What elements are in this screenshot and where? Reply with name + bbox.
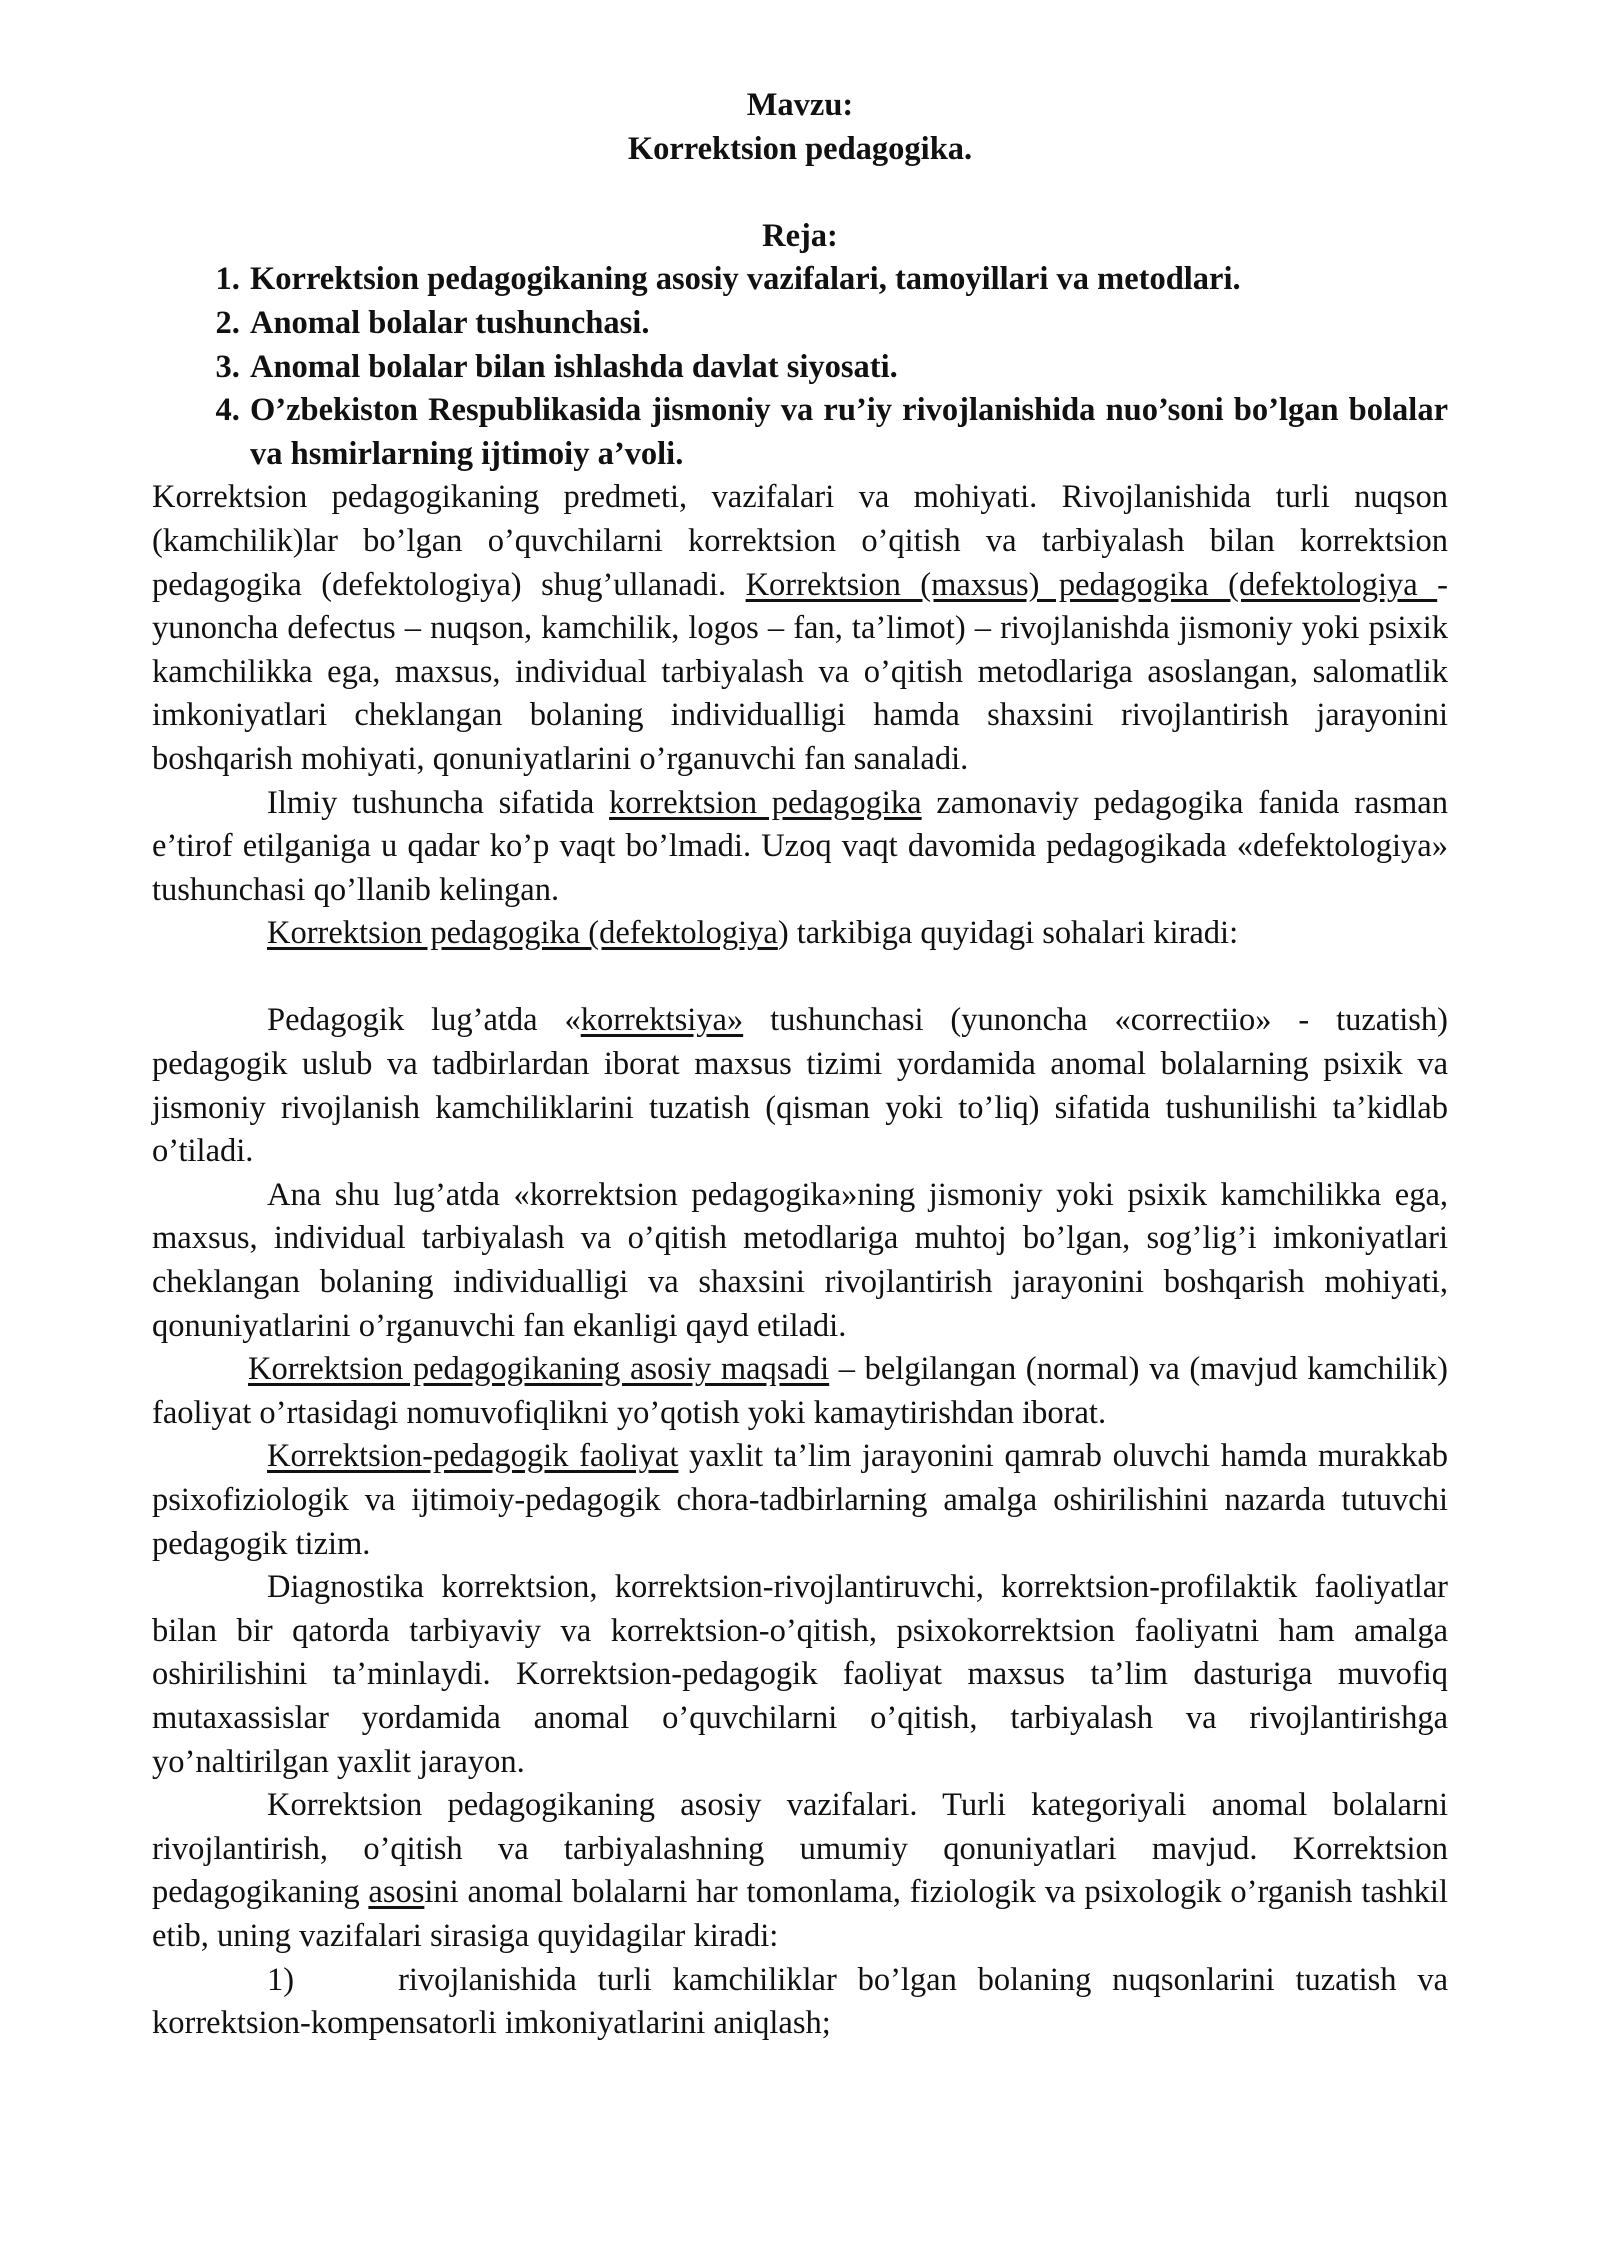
underlined-term: Korrektsion (maxsus) pedagogika (defektologiya <box>745 566 1438 603</box>
underlined-term: Korrektsion-pedagogik faoliyat <box>267 1438 679 1475</box>
paragraph-scientific-concept <box>152 782 1448 913</box>
text-run: zamonaviy pedagogika fanida rasman e’tirof etilganiga u qadar ko’p vaqt bo’lmadi. Uzoq vaqt davomida pedagogikada «defektologiya» tushunchasi qo’llanib kelingan. <box>152 784 1448 908</box>
plan-label: Reja: <box>762 217 838 254</box>
paragraph-correction-definition <box>152 999 1448 1173</box>
underlined-term: korrektsion pedagogika <box>609 784 922 821</box>
topic-label: Mavzu: <box>746 87 854 123</box>
underlined-term: Korrektsion pedagogika (defektologiya <box>267 915 778 952</box>
spacer <box>152 956 1448 1000</box>
underlined-term: korrektsiya» <box>580 1002 744 1039</box>
text-run: Pedagogik lug’atda « <box>267 1002 581 1039</box>
plan-list <box>152 258 1448 476</box>
text-run: – belgilangan (normal) va (mavjud kamchilik) faoliyat o’rtasidagi nomuvofiqlikni yo’qotish yoki kamaytirishdan iborat. <box>152 1351 1449 1431</box>
plan-item: 4. O’zbekiston Respublikasida jismoniy va ru’iy rivojlanishida nuo’soni bo’lgan bolalar va hsmirlarning ijtimoiy a’voli. <box>248 389 1448 476</box>
plan-item: 2. Anomal bolalar tushunchasi. <box>248 302 1448 346</box>
paragraph-fields <box>152 912 1448 956</box>
paragraph-main-goal <box>152 1348 1448 1435</box>
text-run: yaxlit ta’lim jarayonini qamrab oluvchi hamda murakkab psixofiziologik va ijtimoiy-pedagogik chora-tadbirlarning amalga oshirilishini nazarda tutuvchi pedagogik tizim. <box>152 1438 1448 1562</box>
plan-item: 1. Korrektsion pedagogikaning asosiy vazifalari, tamoyillari va metodlari. <box>248 258 1448 302</box>
text-run: ) tarkibiga quyidagi sohalari kiradi: <box>777 915 1239 952</box>
paragraph-subject <box>152 476 1448 781</box>
underlined-term: Korrektsion pedagogikaning asosiy maqsadi <box>248 1351 830 1388</box>
paragraph-activity <box>152 1435 1448 1566</box>
task-number: 1) <box>267 1961 295 1998</box>
text-run: Korrektsion pedagogikaning asosiy vazifalari. Turli kategoriyali anomal bolalarni rivojlantirish, o’qitish va tarbiyalashning umumiy qonuniyatlari mavjud. Korrektsion pedagogikaning <box>152 1787 1448 1911</box>
numbered-task-item <box>152 1959 1448 2046</box>
text-run: Korrektsion pedagogikaning predmeti, vazifalari va mohiyati. Rivojlanishida turli nuqson (kamchilik)lar bo’lgan o’quvchilarni korrektsion o’qitish va tarbiyalash bilan korrektsion pedagogika (defektologiya) shug’ullanadi. <box>152 479 1448 603</box>
underlined-term: asos <box>368 1874 425 1911</box>
text-run: - yunoncha defectus – nuqson, kamchilik, logos – fan, ta’limot) – rivojlanishda jismoniy yoki psixik kamchilikka ega, maxsus, individual tarbiyalash va o’qitish metodlariga asoslangan, salomatlik imkoniyatlari cheklangan bolaning individualligi hamda shaxsini rivojlantirish jarayonini boshqarish mohiyati, qonuniyatlarini o’rganuvchi fan sanaladi. <box>152 566 1448 777</box>
text-run: Ilmiy tushuncha sifatida <box>267 784 610 821</box>
paragraph-main-tasks <box>152 1784 1448 1958</box>
topic-title: Korrektsion pedagogika. <box>627 130 973 167</box>
plan-item: 3. Anomal bolalar bilan ishlashda davlat siyosati. <box>248 346 1448 390</box>
paragraph-diagnostics: Diagnostika korrektsion, korrektsion-rivojlantiruvchi, korrektsion-profilaktik faoliyatlar bilan bir qatorda tarbiyaviy va korrektsion-o’qitish, psixokorrektsion faoliyatni ham amalga oshirilishini ta’minlaydi. Korrektsion-pedagogik faoliyat maxsus ta’lim dasturiga muvofiq mutaxassislar yordamida anomal o’quvchilarni o’qitish, tarbiyalash va rivojlantirishga yo’naltirilgan yaxlit jarayon. <box>152 1569 1448 1780</box>
text-run: ini anomal bolalarni har tomonlama, fiziologik va psixologik o’rganish tashkil etib, uning vazifalari sirasiga quyidagilar kiradi: <box>152 1874 1448 1954</box>
task-text: rivojlanishida turli kamchiliklar bo’lgan bolaning nuqsonlarini tuzatish va korrektsion-kompensatorli imkoniyatlarini aniqlash; <box>152 1961 1449 2042</box>
text-run: tushunchasi (yunoncha «correctiio» - tuzatish) pedagogik uslub va tadbirlardan iborat maxsus tizimi yordamida anomal bolalarning psixik va jismoniy rivojlanish kamchiliklarini tuzatish (qisman yoki to’liq) sifatida tushunilishi ta’kidlab o’tiladi. <box>152 1002 1448 1170</box>
paragraph-dictionary: Ana shu lug’atda «korrektsion pedagogika»ning jismoniy yoki psixik kamchilikka ega, maxsus, individual tarbiyalash va o’qitish metodlariga muhtoj bo’lgan, sog’lig’i imkoniyatlari cheklangan bolaning individualligi va shaxsini rivojlantirish jarayonini boshqarish mohiyati, qonuniyatlarini o’rganuvchi fan ekanligi qayd etiladi. <box>152 1176 1448 1344</box>
spacer <box>152 171 1448 215</box>
